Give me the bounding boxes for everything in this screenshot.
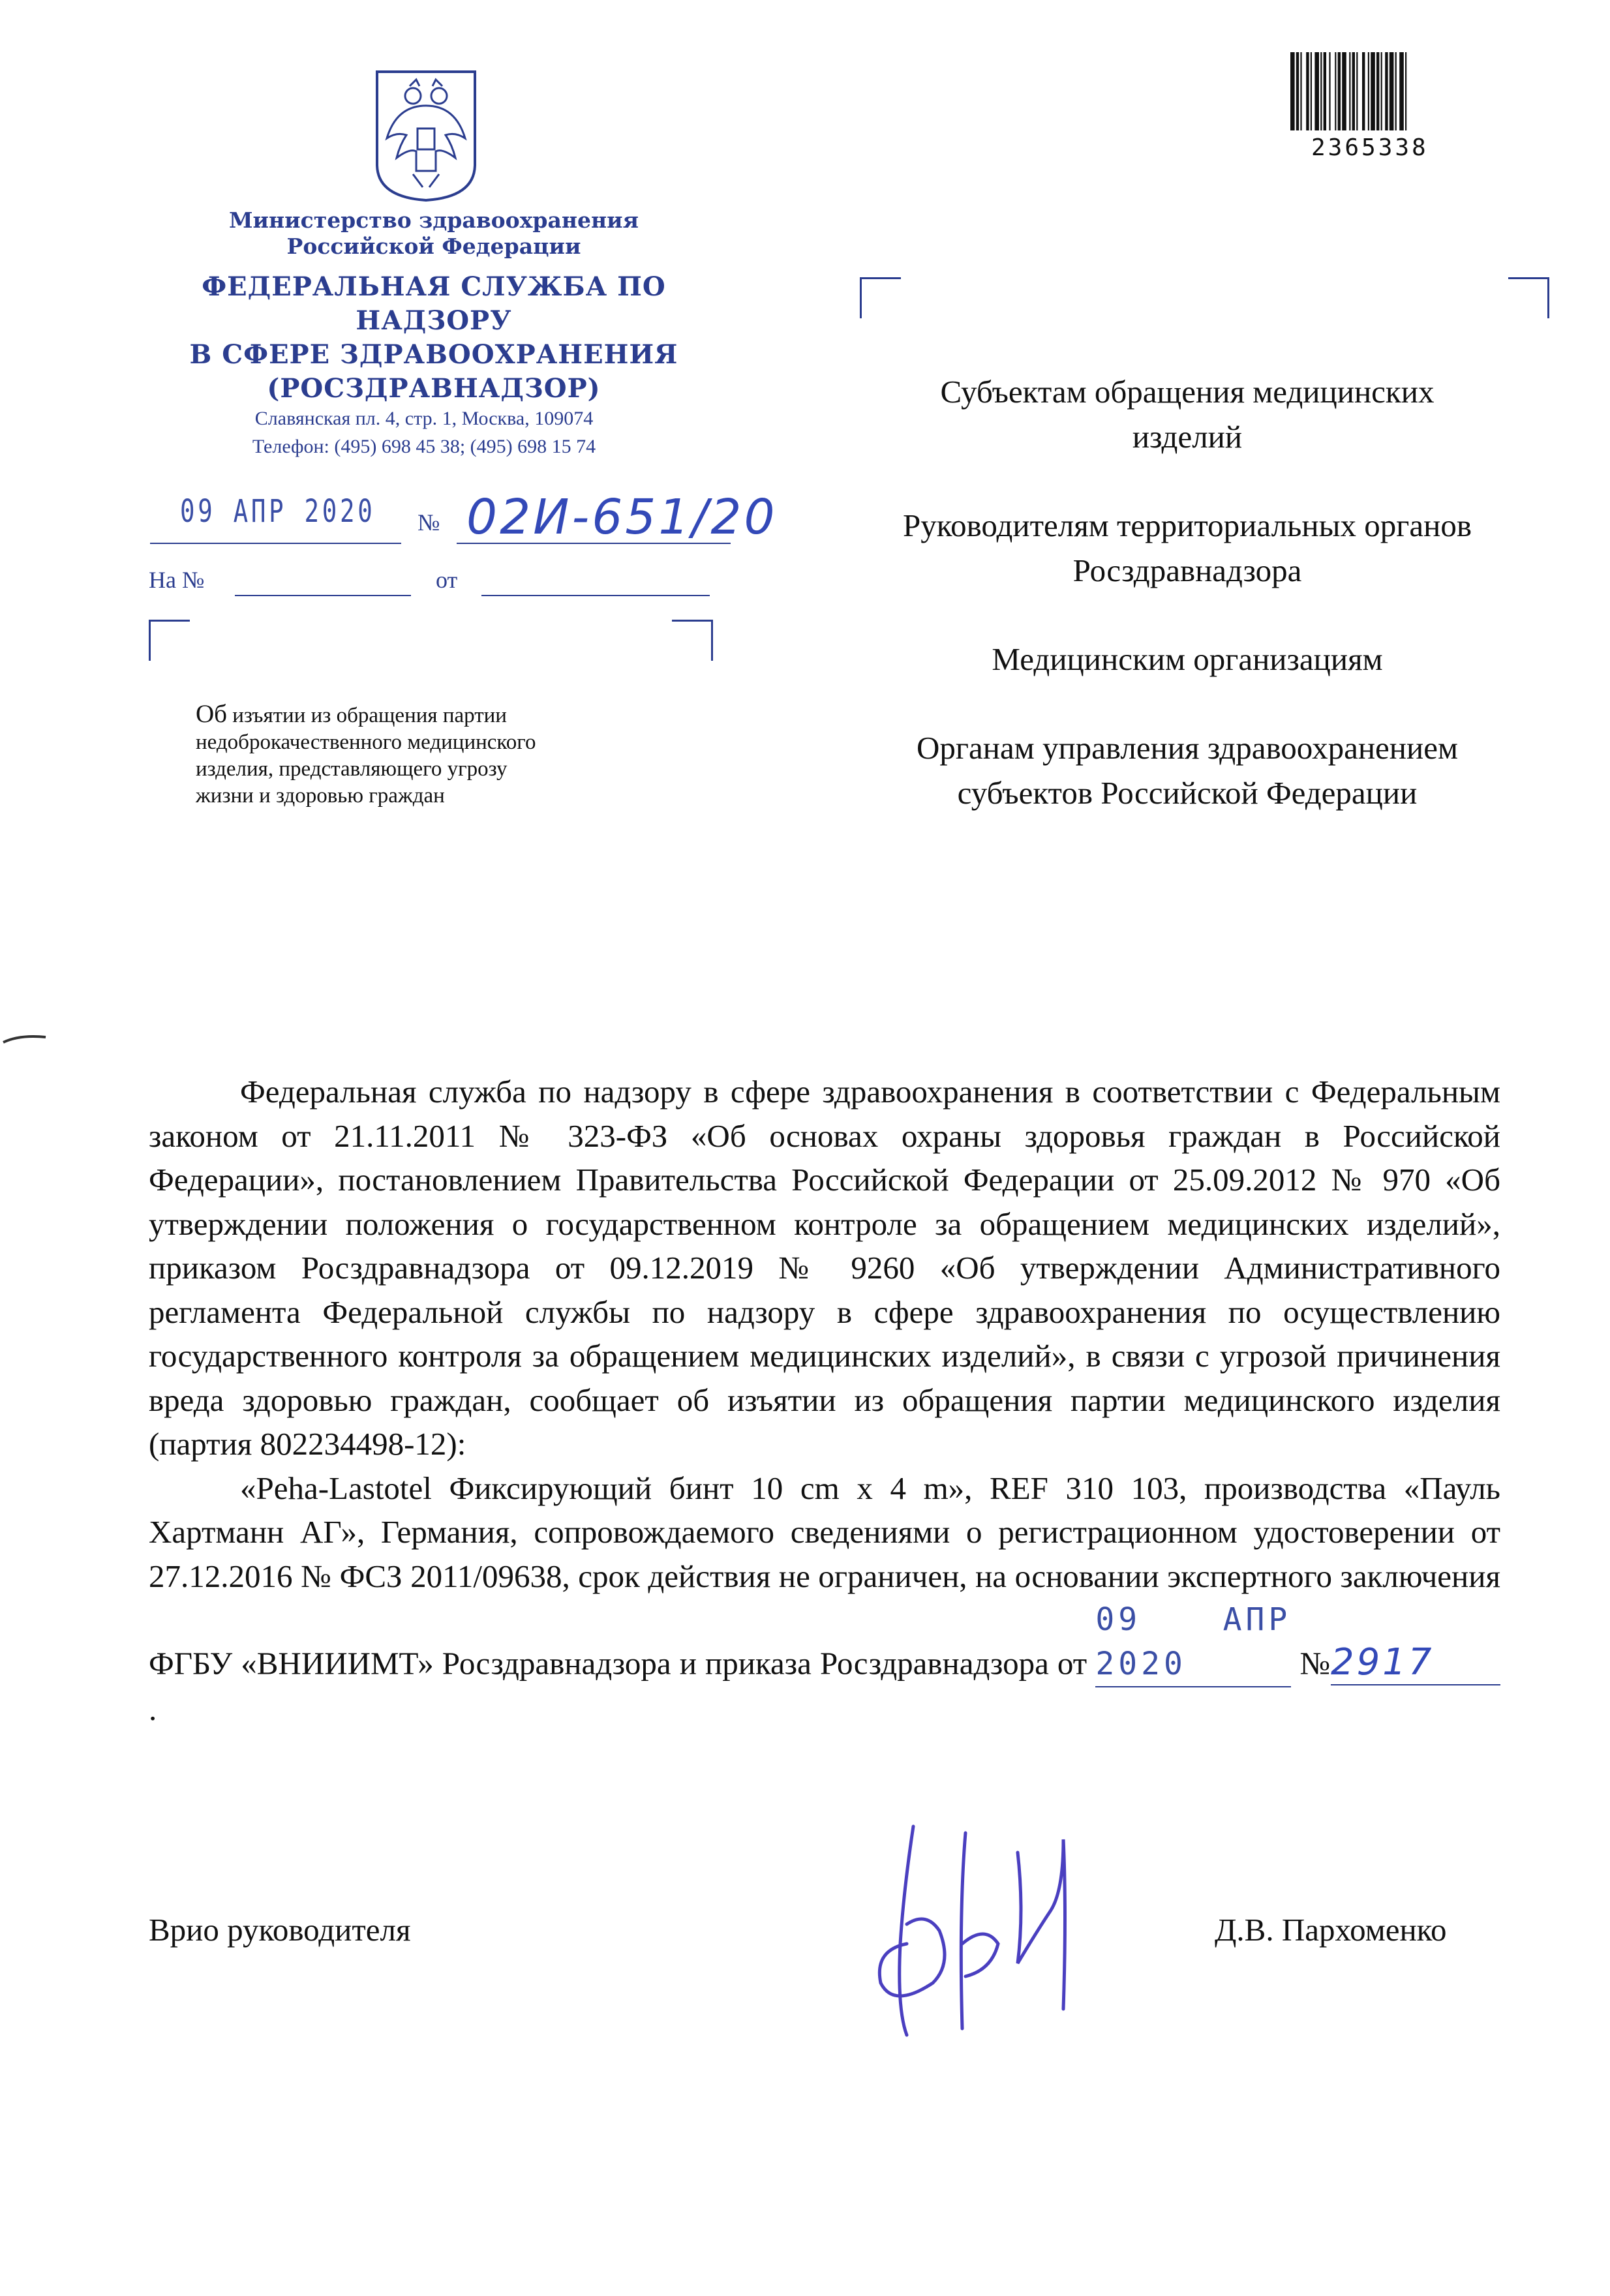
scan-artifact bbox=[0, 1023, 52, 1049]
recipient-item: Субъектам обращения медицинских изделий bbox=[940, 374, 1435, 455]
recipient-item: Медицинским организациям bbox=[992, 641, 1383, 677]
contacts bbox=[130, 404, 718, 461]
barcode-bar bbox=[1290, 52, 1295, 130]
signatory-name: Д.В. Пархоменко bbox=[1215, 1912, 1447, 1948]
barcode-bar bbox=[1335, 52, 1336, 130]
outgoing-number: 02И-651/20 bbox=[466, 489, 778, 545]
barcode-bar bbox=[1368, 52, 1369, 130]
from-label: от bbox=[436, 567, 458, 593]
recipient-item: Органам управления здравоохранением субъектов Российской Федерации bbox=[916, 730, 1458, 811]
barcode-bar bbox=[1342, 52, 1346, 130]
ministry-line-1: Министерство здравоохранения bbox=[229, 207, 639, 233]
barcode-bar bbox=[1390, 52, 1394, 130]
recipient-corner-left bbox=[860, 277, 901, 318]
number-sign: № bbox=[418, 509, 440, 536]
barcode-bar bbox=[1399, 52, 1404, 130]
barcode-bar bbox=[1324, 52, 1326, 130]
order-date-stamp: 09 АПР 2020 bbox=[1095, 1598, 1291, 1687]
body-paragraph-2-text: «Peha-Lastotel Фиксирующий бинт 10 cm x 4 m», REF 310 103, производства «Пауль Хартманн АГ», Германия, сопровождаемого сведениями о регистрационном удостоверении от 27.12.2016 № ФСЗ 2011/09638, срок действия не ограничен, на основании экспертного заключения ФГБУ «ВНИИИМТ» Росздравнадзора и приказа Росздравнадзора от bbox=[149, 1470, 1500, 1682]
barcode-bar bbox=[1381, 52, 1382, 130]
service-name bbox=[130, 270, 737, 406]
letter-subject bbox=[196, 701, 561, 809]
barcode-bar bbox=[1311, 52, 1312, 130]
subject-first-word: Об bbox=[196, 700, 228, 728]
handwritten-signature bbox=[868, 1813, 1116, 2048]
address: Славянская пл. 4, стр. 1, Москва, 109074 bbox=[254, 408, 594, 429]
barcode-bar bbox=[1320, 52, 1322, 130]
barcode-bar bbox=[1362, 52, 1365, 130]
barcode-bar bbox=[1371, 52, 1375, 130]
phone: Телефон: (495) 698 45 38; (495) 698 15 74 bbox=[252, 436, 596, 457]
barcode-bar bbox=[1395, 52, 1397, 130]
body-paragraph-2 bbox=[149, 1466, 1500, 1732]
signatory-position: Врио руководителя bbox=[149, 1912, 411, 1948]
date-underline bbox=[150, 543, 401, 544]
barcode-icon bbox=[1289, 52, 1485, 141]
in-reply-label: На № bbox=[149, 567, 205, 593]
recipients-block bbox=[894, 369, 1481, 859]
barcode-bar bbox=[1306, 52, 1309, 130]
in-reply-underline bbox=[235, 595, 411, 596]
order-number: 2917 bbox=[1331, 1640, 1500, 1686]
service-line-2: В СФЕРЕ ЗДРАВООХРАНЕНИЯ bbox=[189, 339, 678, 370]
barcode-bar bbox=[1376, 52, 1379, 130]
barcode-bar bbox=[1314, 52, 1319, 130]
barcode-bar bbox=[1329, 52, 1330, 130]
barcode-bar bbox=[1296, 52, 1299, 130]
body-paragraph-1: Федеральная служба по надзору в сфере здравоохранения в соответствии с Федеральным законом от 21.11.2011 № 323-ФЗ «Об основах охраны здоровья граждан в Российской Федерации», постановлением Правительства Российской Федерации от 25.09.2012 № 970 «Об утверждении положения о государственном контроле за обращением медицинских изделий», приказом Росздравнадзора от 09.12.2019 № 9260 «Об утверждении Административного регламента Федеральной службы по надзору в сфере здравоохранения по осуществлению государственного контроля за обращением медицинских изделий», в связи с угрозой причинения вреда здоровью граждан, сообщает об изъятии из обращения партии медицинского изделия (партия 802234498-12): bbox=[149, 1074, 1500, 1462]
from-underline bbox=[481, 595, 710, 596]
letter-body bbox=[149, 1070, 1500, 1732]
date-stamp: 09 АПР 2020 bbox=[180, 493, 376, 530]
barcode-bar bbox=[1338, 52, 1341, 130]
barcode-bar bbox=[1300, 52, 1301, 130]
number-underline bbox=[457, 543, 731, 544]
barcode-bar bbox=[1356, 52, 1358, 130]
subject-text: изъятии из обращения партии недоброкачественного медицинского изделия, представляющего угрозу жизни и здоровью граждан bbox=[196, 704, 536, 808]
recipient-corner-right bbox=[1508, 277, 1549, 318]
barcode-bar bbox=[1385, 52, 1388, 130]
subject-corner-right bbox=[672, 620, 713, 661]
recipient-item: Руководителям территориальных органов Росздравнадзора bbox=[903, 507, 1472, 588]
subject-corner-left bbox=[149, 620, 190, 661]
barcode-bar bbox=[1405, 52, 1406, 130]
ministry-name bbox=[130, 207, 737, 260]
barcode-bar bbox=[1352, 52, 1355, 130]
barcode-number: 2365338 bbox=[1311, 134, 1429, 161]
order-end-punct: . bbox=[149, 1691, 157, 1727]
barcode-bar bbox=[1349, 52, 1350, 130]
coat-of-arms-icon bbox=[371, 67, 481, 204]
service-line-3: (РОСЗДРАВНАДЗОР) bbox=[267, 373, 601, 404]
service-line-1: ФЕДЕРАЛЬНАЯ СЛУЖБА ПО НАДЗОРУ bbox=[202, 271, 666, 336]
order-number-sign: № bbox=[1299, 1645, 1331, 1682]
ministry-line-2: Российской Федерации bbox=[286, 234, 581, 259]
